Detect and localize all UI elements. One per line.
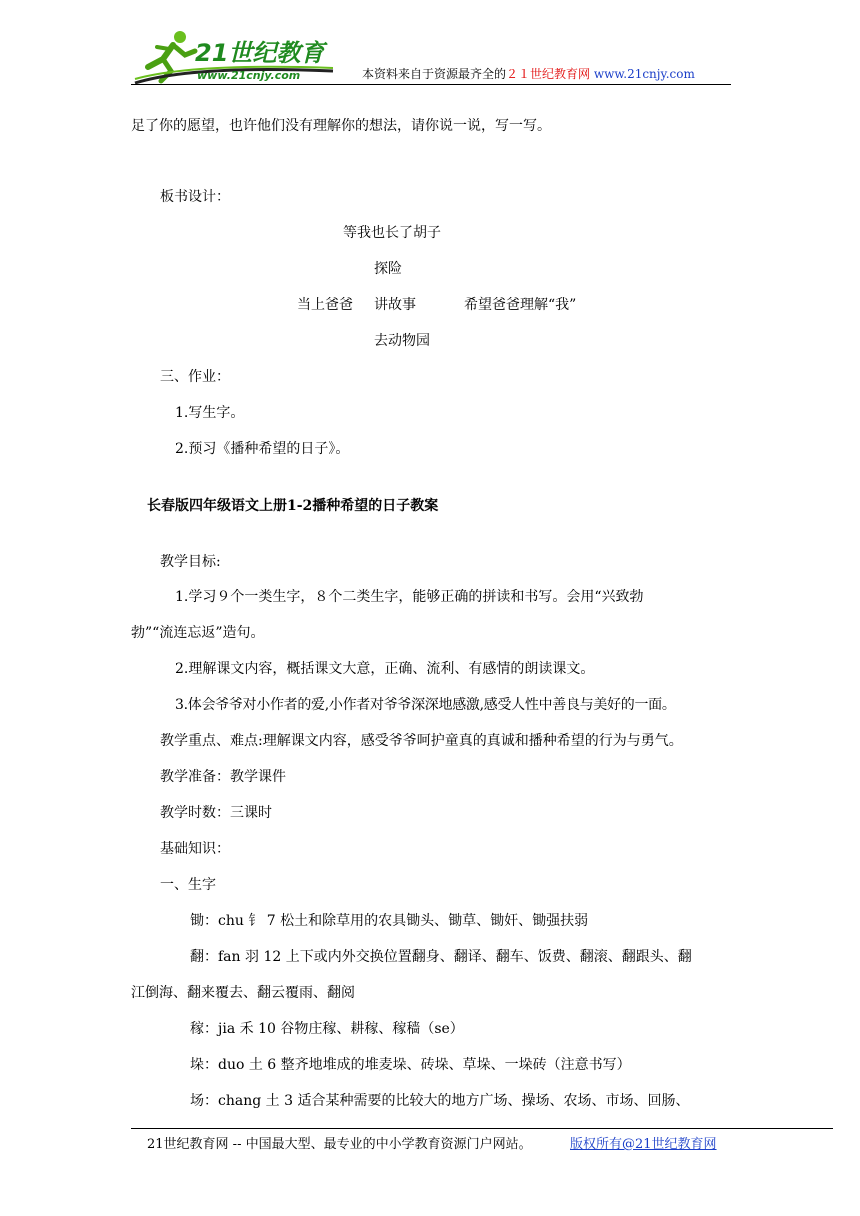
char-entry: 垛：duo 土 6 整齐地堆成的堆麦垛、砖垛、草垛、一垛砖（注意书写） bbox=[190, 1057, 631, 1073]
char-entry: 场：chang 土 3 适合某种需要的比较大的地方广场、操场、农场、市场、回肠、 bbox=[190, 1093, 690, 1109]
header-url[interactable]: www.21cnjy.com bbox=[593, 67, 695, 81]
goal-2: 2.理解课文内容，概括课文大意，正确、流利、有感情的朗读课文。 bbox=[175, 661, 595, 677]
section-heading: 一、生字 bbox=[160, 877, 216, 893]
char-entry: 翻：fan 羽 12 上下或内外交换位置翻身、翻译、翻车、饭费、翻滚、翻跟头、翻 bbox=[190, 949, 692, 965]
teaching-prep: 教学准备：教学课件 bbox=[160, 769, 286, 785]
board-title: 等我也长了胡子 bbox=[343, 225, 441, 241]
paragraph: 足了你的愿望，也许他们没有理解你的想法，请你说一说，写一写。 bbox=[131, 118, 551, 134]
teaching-hours: 教学时数：三课时 bbox=[160, 805, 272, 821]
board-right: 希望爸爸理解“我” bbox=[464, 297, 577, 313]
lesson-title: 长春版四年级语文上册1-2播种希望的日子教案 bbox=[147, 498, 439, 514]
header-note bbox=[362, 66, 695, 82]
char-entry: 稼：jia 禾 10 谷物庄稼、耕稼、稼穑（se） bbox=[190, 1021, 464, 1037]
footer-divider bbox=[131, 1128, 833, 1129]
footer-copyright-link[interactable]: 版权所有@21世纪教育网 bbox=[570, 1137, 717, 1152]
board-item-bottom: 去动物园 bbox=[374, 333, 430, 349]
basics-label: 基础知识： bbox=[160, 841, 230, 857]
goals-label: 教学目标: bbox=[160, 554, 221, 570]
site-logo bbox=[133, 25, 338, 87]
char-entry: 锄：chu 钅 7 松土和除草用的农具锄头、锄草、锄奸、锄强扶弱 bbox=[190, 913, 589, 929]
header-site-name: ２１世纪教育网 bbox=[506, 67, 591, 81]
logo-main-text: 21世纪教育 bbox=[195, 39, 325, 67]
homework-heading: 三、作业： bbox=[160, 369, 230, 385]
goal-1-line-2: 勃”“流连忘返”造句。 bbox=[131, 625, 265, 641]
homework-item-1: 1.写生字。 bbox=[175, 405, 245, 421]
board-left: 当上爸爸 bbox=[297, 297, 353, 313]
board-item-mid: 讲故事 bbox=[374, 297, 416, 313]
board-design-label: 板书设计： bbox=[160, 189, 230, 205]
homework-item-2: 2.预习《播种希望的日子》。 bbox=[175, 441, 350, 457]
key-points: 教学重点、难点:理解课文内容，感受爷爷呵护童真的真诚和播种希望的行为与勇气。 bbox=[160, 733, 683, 749]
board-item-top: 探险 bbox=[374, 261, 402, 277]
logo-sub-text: www.21cnjy.com bbox=[197, 69, 301, 82]
footer-text: 21世纪教育网 -- 中国最大型、最专业的中小学教育资源门户网站。 bbox=[147, 1137, 532, 1152]
header-divider bbox=[131, 84, 731, 85]
goal-3: 3.体会爷爷对小作者的爱,小作者对爷爷深深地感激,感受人性中善良与美好的一面。 bbox=[175, 697, 676, 713]
goal-1-line-1: 1.学习９个一类生字，８个二类生字，能够正确的拼读和书写。会用“兴致勃 bbox=[175, 589, 644, 605]
header-note-prefix: 本资料来自于资源最齐全的 bbox=[362, 67, 507, 81]
char-entry-continued: 江倒海、翻来覆去、翻云覆雨、翻阅 bbox=[131, 985, 355, 1001]
